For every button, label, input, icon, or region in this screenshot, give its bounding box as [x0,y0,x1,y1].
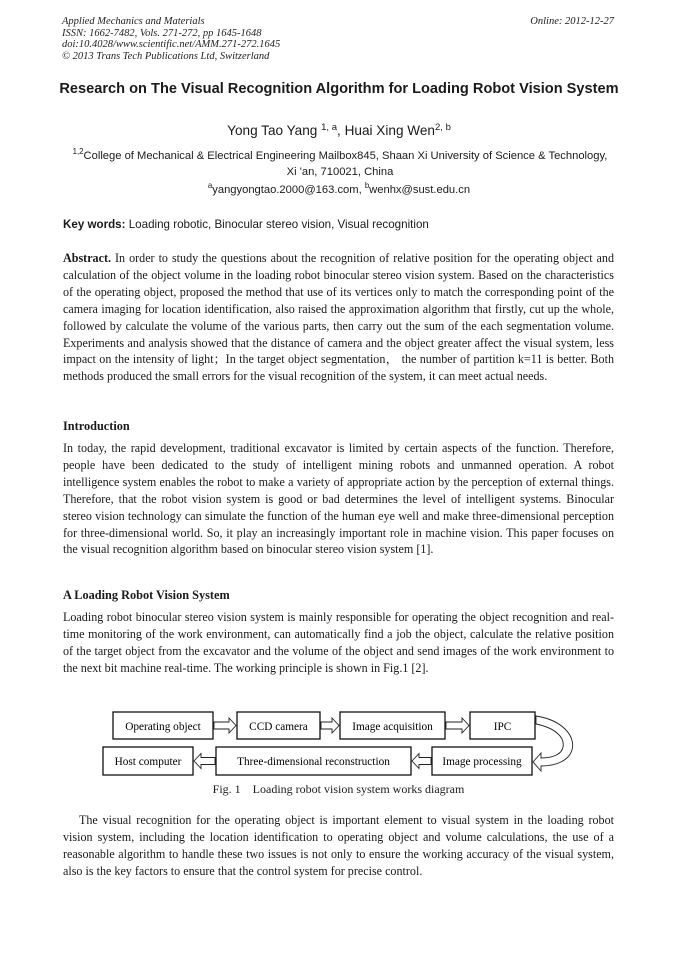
journal-name: Applied Mechanics and Materials [62,16,205,27]
author-2-affil-mark: 2, b [435,122,451,133]
author-separator: , [337,123,345,138]
author-2: Huai Xing Wen [344,123,435,138]
copyright-line: © 2013 Trans Tech Publications Ltd, Switzerland [62,50,270,62]
label-image-processing: Image processing [442,756,522,768]
arrow-reconstruction-to-host [194,754,215,769]
author-1: Yong Tao Yang [227,123,318,138]
arrow-acquisition-to-ipc [446,718,469,733]
keywords-text: Loading robotic, Binocular stereo vision, Visual recognition [125,218,429,231]
arrow-ipc-to-processing [533,716,573,771]
keywords-label: Key words: [63,218,126,231]
section-text-vision-system: Loading robot binocular stereo vision system is mainly responsible for operating the object recognition and real-time monitoring of the work environment, can automatically find a job the object, calculate the relative position of the target object from the excavator and the volume of the object and send images of the work environment to the next bit machine real-time. The working principle is shown in Fig.1 [2]. [63,610,614,675]
introduction-text: In today, the rapid development, traditional excavator is limited by certain aspects of the function. Therefore, people have been dedicated to the study of intelligent mining robots and unmanned operation. A robot intelligence system enables the robot to make a variety of appropriate action by the perception of external things. Therefore, that the robot vision system is good or bad determines the level of intelligent systems. Binocular stereo vision technology can simulate the function of the human eye well and make three-dimensional perception for three-dimensional world. So, it play an increasingly important role in machine vision. This paper focuses on the visual recognition algorithm based on binocular stereo vision system [1]. [63,441,614,557]
paper-title: Research on The Visual Recognition Algorithm for Loading Robot Vision System [59,81,619,97]
email-b[interactable]: wenhx@sust.edu.cn [369,184,471,196]
label-host-computer: Host computer [114,756,182,768]
affiliation-mark: 1,2 [72,147,84,156]
label-image-acquisition: Image acquisition [352,721,433,733]
label-ipc: IPC [493,721,512,733]
label-ccd-camera: CCD camera [249,721,308,733]
arrow-processing-to-reconstruction [412,754,431,769]
email-a[interactable]: yangyongtao.2000@163.com, [212,184,365,196]
abstract-text: In order to study the questions about the recognition of relative position for the operating object and calculation of the object volume in the loading robot binocular stereo vision system. Based on the characteristics of the operating object, proposed the method that use of its vertices only to match the corresponding point of the camera imaging for location identification, also raised the approximation algorithm that firstly, cut up the whole, followed by calculate the volume of the various parts, then carry out the sum of the each segmentation volume. Experiments and analysis showed that the distance of camera and the object greater affect the visual system, less impact on the intensity of light；In the target object segmentation， the number of partition k=11 is better. Both methods produced the small errors for the visual recognition of the system, it can meet actual needs. [63,251,614,384]
introduction-heading: Introduction [63,419,130,433]
doi-line: doi:10.4028/www.scientific.net/AMM.271-272.1645 [62,39,281,50]
email-a-mark: a [207,181,213,190]
label-3d-reconstruction: Three-dimensional reconstruction [237,756,390,768]
affiliation-text: College of Mechanical & Electrical Engineering Mailbox845, Shaan Xi University of Science & Technology, Xi 'an, 710021, China [83,150,608,178]
label-operating-object: Operating object [125,721,201,733]
closing-paragraph: The visual recognition for the operating object is important element to visual system in the loading robot vision system, including the location identification to operating object and volume calculations, the use of a reasonable algorithm to handle these two issues is not only to ensure the working accuracy of the visual system, also is the key factors to ensure that the control system for precise control. [63,813,614,878]
figure-1-caption: Fig. 1 Loading robot vision system works diagram [212,782,465,796]
abstract-label: Abstract. [63,251,112,265]
issn-line: ISSN: 1662-7482, Vols. 271-272, pp 1645-1648 [62,27,262,39]
arrow-camera-to-acquisition [321,718,339,733]
section-heading-vision-system: A Loading Robot Vision System [63,588,230,602]
online-date: Online: 2012-12-27 [530,16,614,27]
email-b-mark: b [364,181,370,190]
arrow-object-to-camera [214,718,236,733]
author-1-affil-mark: 1, a [321,122,337,133]
